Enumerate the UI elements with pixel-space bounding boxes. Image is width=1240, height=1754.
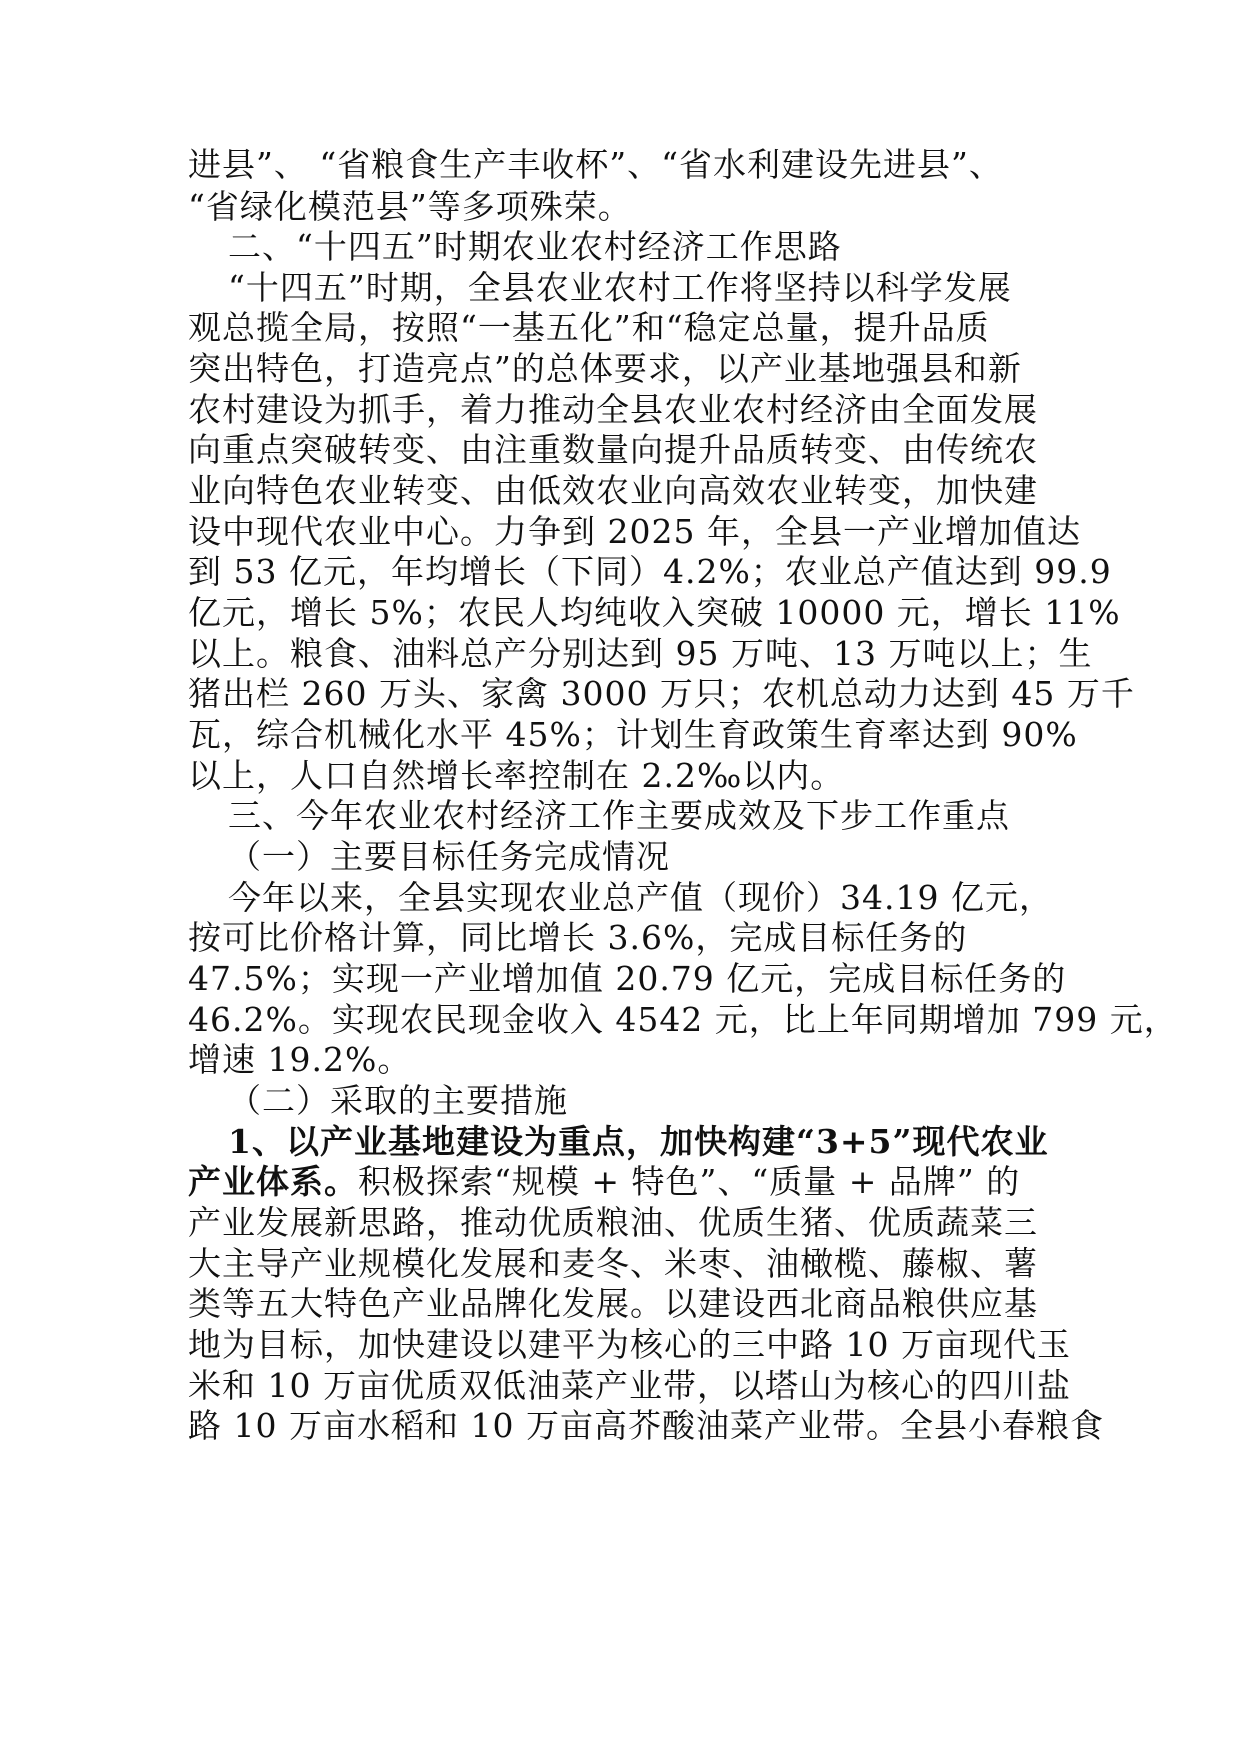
subsection-heading-1: （一）主要目标任务完成情况 [228, 837, 670, 876]
text-line-continuation: 积极探索“规模 + 特色”、“质量 + 品牌” 的 [358, 1162, 1021, 1201]
text-line: 大主导产业规模化发展和麦冬、米枣、油橄榄、藤椒、薯 [188, 1244, 1038, 1283]
text-line: 46.2%。实现农民现金收入 4542 元，比上年同期增加 799 元， [188, 1000, 1178, 1039]
text-line: 增速 19.2%。 [188, 1040, 412, 1079]
subsection-heading-2: （二）采取的主要措施 [228, 1081, 568, 1120]
text-line: “省绿化模范县”等多项殊荣。 [188, 187, 632, 226]
text-line: 进县”、 “省粮食生产丰收杯”、“省水利建设先进县”、 [188, 145, 1003, 184]
text-line: 按可比价格计算，同比增长 3.6%，完成目标任务的 [188, 918, 968, 957]
text-line: 以上。粮食、油料总产分别达到 95 万吨、13 万吨以上；生 [188, 634, 1093, 673]
text-line: 业向特色农业转变、由低效农业向高效农业转变，加快建 [188, 471, 1038, 510]
bold-heading-tail: 产业体系。 [188, 1162, 358, 1201]
text-line: 观总揽全局，按照“一基五化”和“稳定总量，提升品质 [188, 308, 990, 347]
text-line: 产业发展新思路，推动优质粮油、优质生猪、优质蔬菜三 [188, 1203, 1038, 1242]
text-line: 今年以来，全县实现农业总产值（现价）34.19 亿元， [228, 878, 1053, 917]
section-heading-2: 二、“十四五”时期农业农村经济工作思路 [228, 227, 842, 266]
text-line: 猪出栏 260 万头、家禽 3000 万只；农机总动力达到 45 万千 [188, 674, 1135, 713]
bold-heading-line: 1、以产业基地建设为重点，加快构建“3+5”现代农业 [228, 1122, 1049, 1161]
text-line: 类等五大特色产业品牌化发展。以建设西北商品粮供应基 [188, 1284, 1038, 1323]
text-line: 突出特色，打造亮点”的总体要求，以产业基地强县和新 [188, 349, 1022, 388]
text-line: 向重点突破转变、由注重数量向提升品质转变、由传统农 [188, 430, 1038, 469]
text-line: 米和 10 万亩优质双低油菜产业带，以塔山为核心的四川盐 [188, 1366, 1071, 1405]
text-line: 47.5%；实现一产业增加值 20.79 亿元，完成目标任务的 [188, 959, 1067, 998]
section-heading-3: 三、今年农业农村经济工作主要成效及下步工作重点 [228, 796, 1010, 835]
text-line: 设中现代农业中心。力争到 2025 年，全县一产业增加值达 [188, 512, 1081, 551]
text-line: 路 10 万亩水稻和 10 万亩高芥酸油菜产业带。全县小春粮食 [188, 1406, 1104, 1445]
text-line: “十四五”时期，全县农业农村工作将坚持以科学发展 [228, 268, 1012, 307]
text-line-mixed [188, 1162, 1020, 1202]
text-line: 瓦，综合机械化水平 45%；计划生育政策生育率达到 90% [188, 715, 1078, 754]
text-line: 到 53 亿元，年均增长（下同）4.2%；农业总产值达到 99.9 [188, 552, 1112, 591]
text-line: 农村建设为抓手，着力推动全县农业农村经济由全面发展 [188, 390, 1038, 429]
text-line: 亿元，增长 5%；农民人均纯收入突破 10000 元，增长 11% [188, 593, 1121, 632]
text-line: 以上，人口自然增长率控制在 2.2‰以内。 [188, 756, 845, 795]
text-line: 地为目标，加快建设以建平为核心的三中路 10 万亩现代玉 [188, 1325, 1071, 1364]
